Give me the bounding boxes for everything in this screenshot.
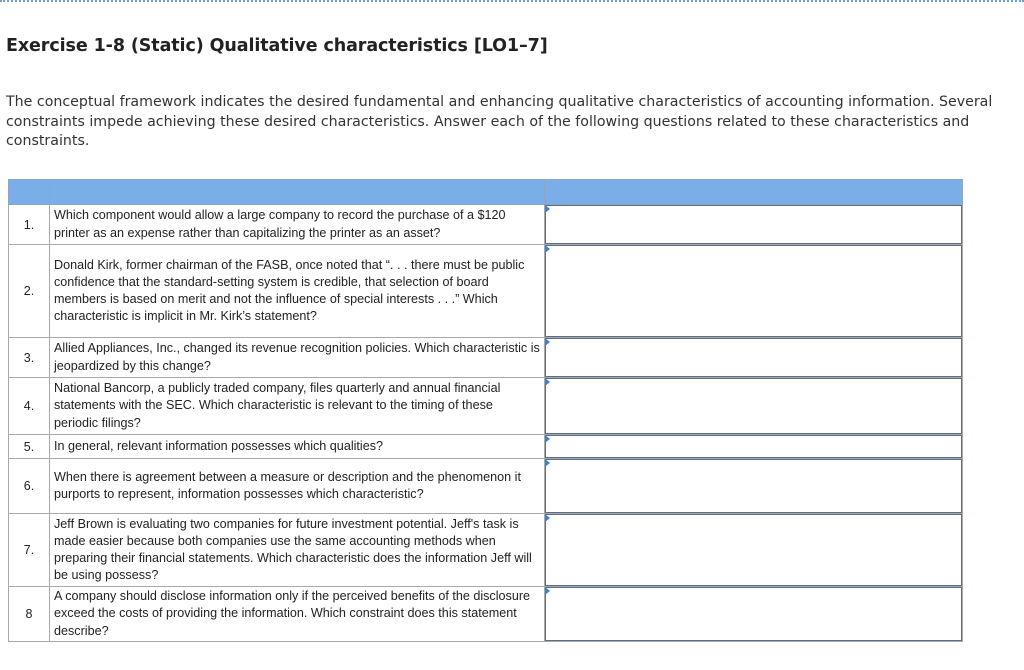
table-row [9, 435, 963, 459]
flag-marker-icon [545, 245, 550, 253]
table-header-row [9, 180, 963, 205]
row-number: 6. [9, 459, 50, 514]
answer-cell [545, 459, 963, 514]
answer-cell [545, 587, 963, 642]
flag-marker-icon [545, 587, 550, 595]
question-text: National Bancorp, a publicly traded company, files quarterly and annual financial statements with the SEC. Which characteristic is relevant to the timing of these periodic filings? [50, 378, 545, 435]
row-number: 2. [9, 245, 50, 338]
top-dotted-rule [0, 0, 1024, 2]
question-text: Which component would allow a large company to record the purchase of a $120 printer as an expense rather than capitalizing the printer as an asset? [50, 205, 545, 245]
answer-cell [545, 378, 963, 435]
question-text: When there is agreement between a measure or description and the phenomenon it purports to represent, information possesses which characteristic? [50, 459, 545, 514]
table-row [9, 587, 963, 642]
flag-marker-icon [545, 338, 550, 346]
answer-cell [545, 338, 963, 378]
table-row [9, 205, 963, 245]
exercise-title: Exercise 1-8 (Static) Qualitative characteristics [LO1–7] [6, 36, 548, 56]
row-number: 3. [9, 338, 50, 378]
header-cell-question [50, 180, 545, 205]
table-row [9, 378, 963, 435]
answer-input[interactable] [545, 587, 962, 641]
table-row [9, 245, 963, 338]
answer-cell [545, 435, 963, 459]
row-number: 7. [9, 514, 50, 587]
questions-table [8, 179, 963, 642]
answer-input[interactable] [545, 514, 962, 586]
flag-marker-icon [545, 514, 550, 522]
answer-input[interactable] [545, 205, 962, 244]
exercise-intro: The conceptual framework indicates the desired fundamental and enhancing qualitative characteristics of accounting information. Several constraints impede achieving these desired characteristics. Answer each of the following questions related to these characteristics and constraints. [6, 94, 993, 149]
row-number: 1. [9, 205, 50, 245]
answer-cell [545, 245, 963, 338]
question-text: In general, relevant information possesses which qualities? [50, 435, 545, 459]
answer-input[interactable] [545, 378, 962, 434]
row-number: 8 [9, 587, 50, 642]
flag-marker-icon [545, 459, 550, 467]
answer-input[interactable] [545, 338, 962, 377]
question-text: A company should disclose information only if the perceived benefits of the disclosure exceed the costs of providing the information. Which constraint does this statement describe? [50, 587, 545, 642]
answer-input[interactable] [545, 459, 962, 513]
table-row [9, 338, 963, 378]
header-cell-number [9, 180, 50, 205]
answer-input[interactable] [545, 435, 962, 458]
row-number: 4. [9, 378, 50, 435]
answer-cell [545, 514, 963, 587]
row-number: 5. [9, 435, 50, 459]
table-row [9, 459, 963, 514]
question-text: Jeff Brown is evaluating two companies for future investment potential. Jeff's task is made easier because both companies use the same accounting methods when preparing their financial statements. Which characteristic does the information Jeff will be using possess? [50, 514, 545, 587]
flag-marker-icon [545, 435, 550, 443]
header-cell-answer [545, 180, 963, 205]
answer-input[interactable] [545, 245, 962, 337]
flag-marker-icon [545, 205, 550, 213]
question-text: Allied Appliances, Inc., changed its revenue recognition policies. Which characteristic is jeopardized by this change? [50, 338, 545, 378]
answer-cell [545, 205, 963, 245]
flag-marker-icon [545, 378, 550, 386]
table-row [9, 514, 963, 587]
question-text: Donald Kirk, former chairman of the FASB, once noted that “. . . there must be public confidence that the standard-setting system is credible, that selection of board members is based on merit and not the influence of special interests . . .” Which characteristic is implicit in Mr. Kirk’s statement? [50, 245, 545, 338]
